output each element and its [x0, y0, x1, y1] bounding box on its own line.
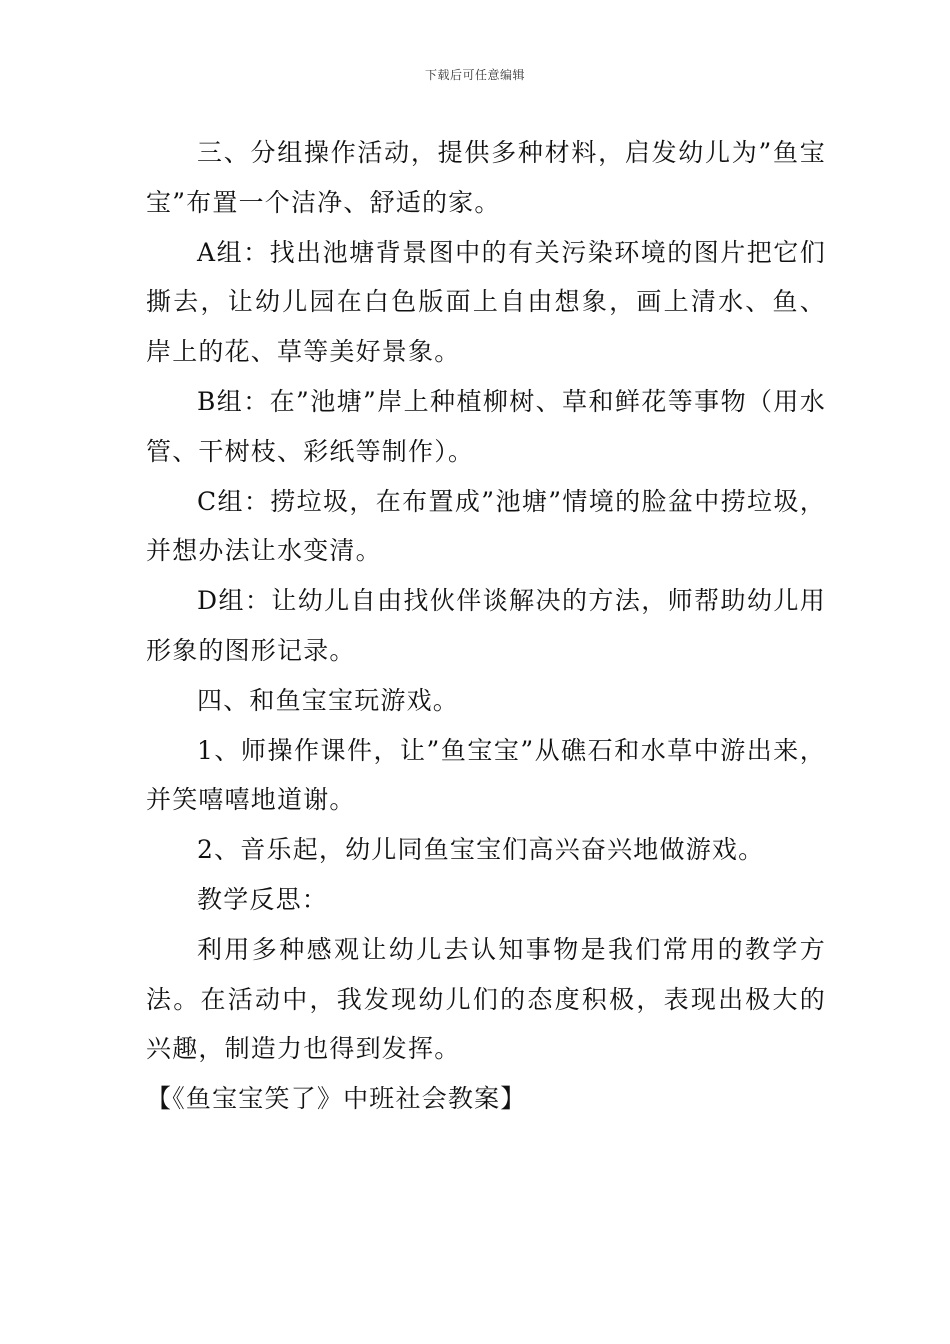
paragraph-activity-four: 四、和鱼宝宝玩游戏。 — [197, 685, 460, 715]
paragraph-reflection-heading: 教学反思： — [197, 884, 329, 914]
paragraph-group-a: A组：找出池塘背景图中的有关污染环境的图片把它们撕去，让幼儿园在白色版面上自由想象，画上清水、鱼、岸上的花、草等美好景象。 — [146, 237, 826, 367]
paragraph-group-c: C组：捞垃圾，在布置成”池塘”情境的脸盆中捞垃圾，并想办法让水变清。 — [146, 486, 826, 566]
paragraph-reflection-body: 利用多种感观让幼儿去认知事物是我们常用的教学方法。在活动中，我发现幼儿们的态度积极，表现出极大的兴趣，制造力也得到发挥。 — [146, 934, 826, 1064]
page-header-note: 下载后可任意编辑 — [424, 68, 525, 82]
footer-title: 【《鱼宝宝笑了》中班社会教案】 — [146, 1084, 527, 1114]
paragraph-group-b: B组：在”池塘”岸上种植柳树、草和鲜花等事物（用水管、干树枝、彩纸等制作）。 — [146, 386, 826, 466]
paragraph-activity-three: 三、分组操作活动，提供多种材料，启发幼儿为”鱼宝宝”布置一个洁净、舒适的家。 — [146, 138, 826, 217]
paragraph-group-d: D组：让幼儿自由找伙伴谈解决的方法，师帮助幼儿用形象的图形记录。 — [146, 586, 826, 665]
document-body — [146, 128, 826, 1124]
paragraph-step-two: 2、音乐起，幼儿同鱼宝宝们高兴奋兴地做游戏。 — [197, 835, 765, 865]
paragraph-step-one: 1、师操作课件，让”鱼宝宝”从礁石和水草中游出来，并笑嘻嘻地道谢。 — [146, 735, 826, 815]
